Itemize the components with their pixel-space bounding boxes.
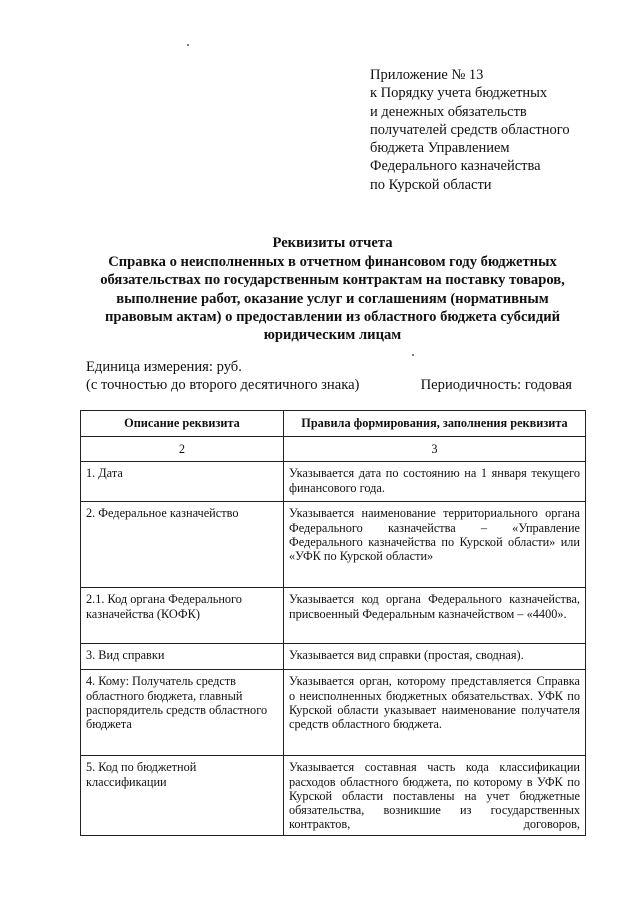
requisite-description: 5. Код по бюджетной классификации: [81, 756, 284, 836]
document-title: [60, 234, 605, 344]
table-row: [81, 670, 586, 756]
requisite-rule: Указывается дата по состоянию на 1 января текущего финансового года.: [284, 462, 586, 502]
column-number-row: [81, 437, 586, 462]
appendix-line: по Курской области: [370, 176, 492, 193]
title-line: Справка о неисполненных в отчетном финансовом году бюджетных: [108, 254, 557, 271]
table-row: [81, 588, 586, 644]
table-row: [81, 644, 586, 670]
appendix-line: и денежных обязательств: [370, 103, 527, 120]
requisites-table: [80, 410, 586, 836]
units-block: [86, 359, 586, 394]
precision-note: (с точностью до второго десятичного знака): [86, 376, 360, 393]
title-line: правовым актам) о предоставлении из областного бюджета субсидий: [104, 308, 561, 325]
requisite-rule: Указывается наименование территориального органа Федерального казначейства – «Управление Федерального казначейства по Курской области» или «УФК по Курской области»: [284, 502, 586, 588]
requisite-rule: Указывается код органа Федерального казначейства, присвоенный Федеральным казначейством – «4400».: [284, 588, 586, 644]
table-row: [81, 502, 586, 588]
requisite-rule: Указывается орган, которому представляется Справка о неисполненных бюджетных обязательствах. УФК по Курской области указывает наименование получателя средств областного бюджета.: [284, 670, 586, 756]
requisite-description: 1. Дата: [81, 462, 284, 502]
table-row: [81, 756, 586, 836]
appendix-line: бюджета Управлением: [370, 140, 510, 157]
appendix-line: получателей средств областного: [370, 121, 570, 138]
scan-speck: [187, 44, 189, 46]
periodicity: Периодичность: годовая: [420, 376, 572, 393]
requisite-rule: Указывается вид справки (простая, сводная).: [284, 644, 586, 670]
header-rules: Правила формирования, заполнения реквизита: [284, 411, 586, 437]
column-number: 2: [81, 437, 284, 462]
header-description: Описание реквизита: [81, 411, 284, 437]
requisite-rule: Указывается составная часть кода классификации расходов областного бюджета, по которому в УФК по Курской области поставлены на учет бюджетные обязательства, возникшие из государственных контрактов, договоров,: [284, 756, 586, 836]
appendix-line: к Порядку учета бюджетных: [370, 85, 548, 102]
table-header-row: [81, 411, 586, 437]
appendix-line: Федерального казначейства: [370, 158, 541, 175]
scan-speck: [412, 354, 414, 356]
title-heading: Реквизиты отчета: [272, 235, 393, 251]
appendix-note: [370, 66, 620, 194]
appendix-line: Приложение № 13: [370, 67, 484, 83]
title-line: выполнение работ, оказание услуг и соглашениям (нормативным: [116, 290, 549, 307]
column-number: 3: [284, 437, 586, 462]
requisite-description: 2.1. Код органа Федерального казначейства (КОФК): [81, 588, 284, 644]
title-line: обязательствах по государственным контрактам на поставку товаров,: [100, 272, 565, 289]
table-row: [81, 462, 586, 502]
title-line: юридическим лицам: [263, 327, 402, 344]
requisite-description: 2. Федеральное казначейство: [81, 502, 284, 588]
requisite-description: 3. Вид справки: [81, 644, 284, 670]
requisite-description: 4. Кому: Получатель средств областного бюджета, главный распорядитель средств областного бюджета: [81, 670, 284, 756]
unit-of-measure: Единица измерения: руб.: [86, 359, 242, 375]
